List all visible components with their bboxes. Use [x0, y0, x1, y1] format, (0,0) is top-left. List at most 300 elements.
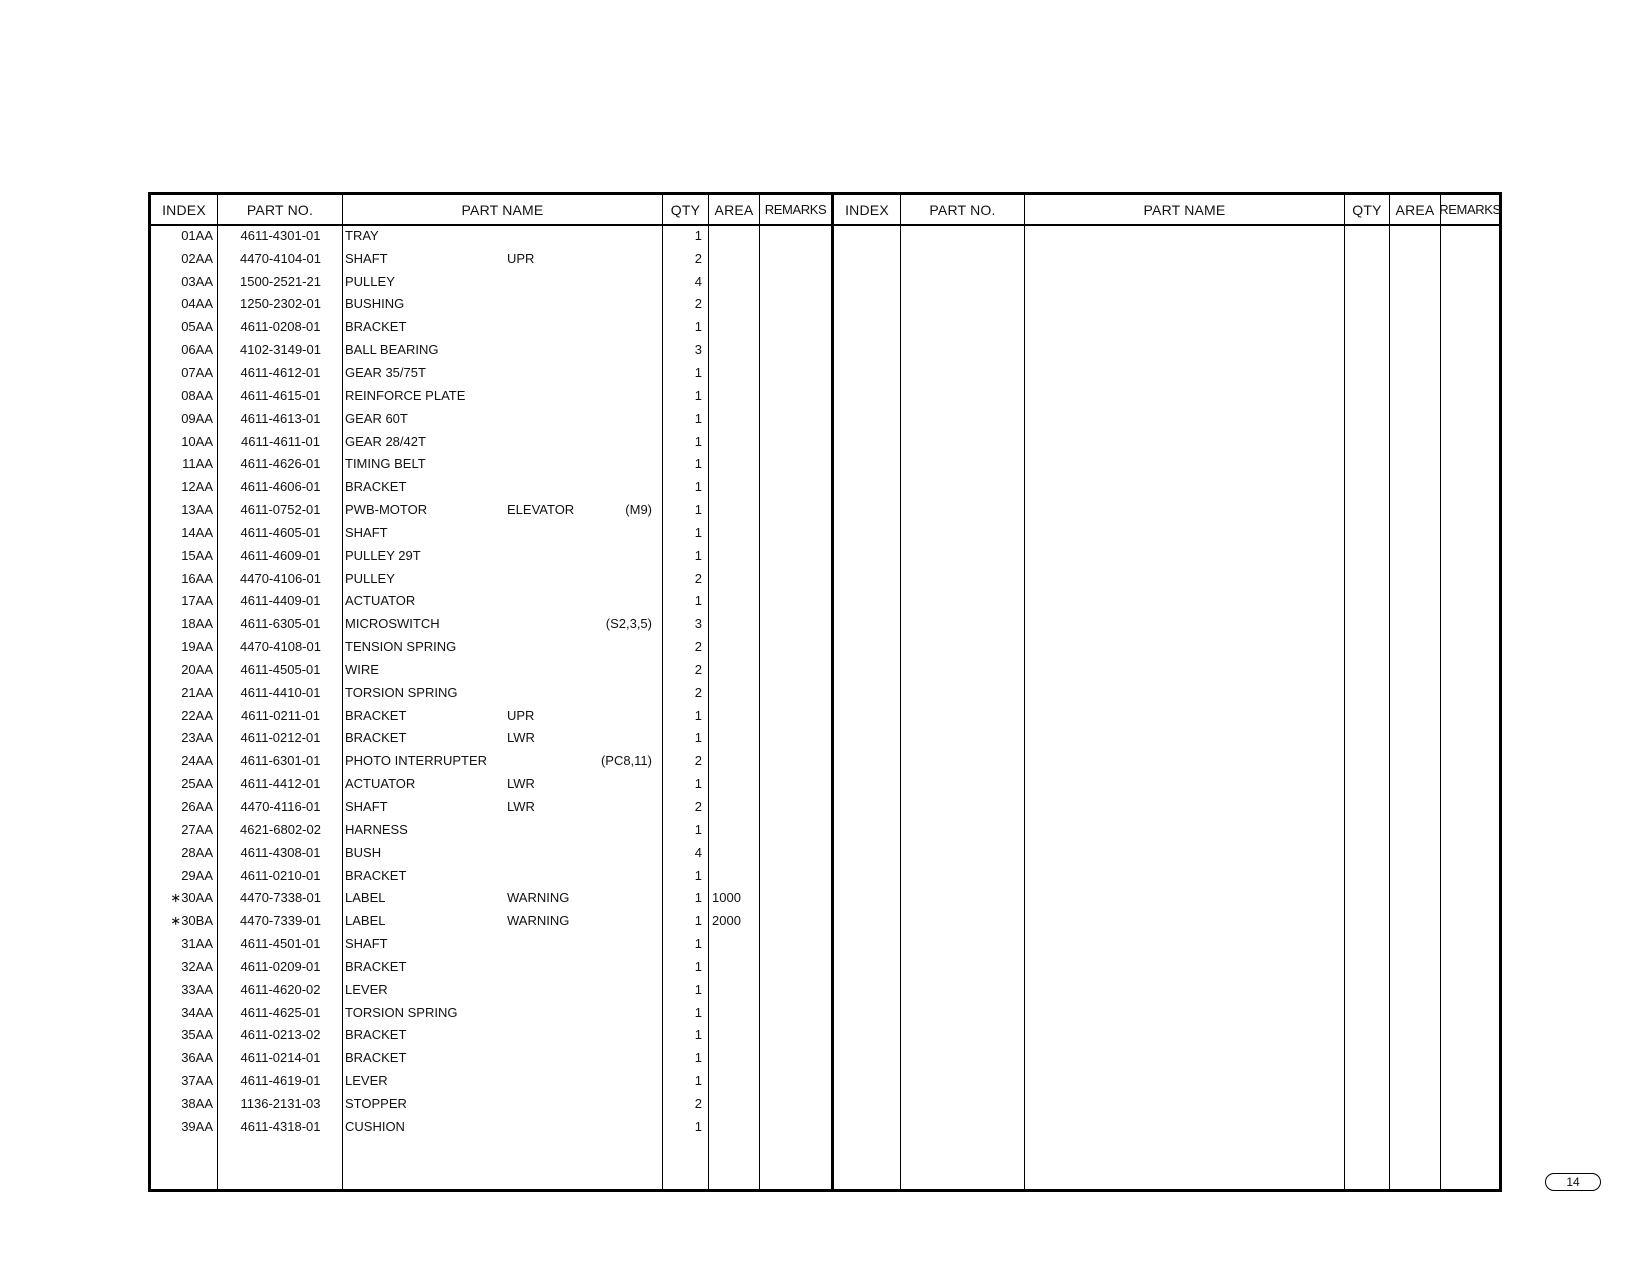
- part-number-cell: 1250-2302-01: [240, 296, 321, 312]
- part-note-cell: [551, 727, 652, 750]
- part-number-cell: 4611-4318-01: [240, 1118, 321, 1134]
- table-row: [151, 452, 1499, 475]
- table-row: [151, 749, 1499, 772]
- index-cell: 05AA: [181, 319, 213, 335]
- quantity-cell: 1: [694, 867, 702, 883]
- part-number-cell: 4611-4505-01: [240, 661, 321, 677]
- index-cell: 02AA: [181, 250, 213, 266]
- index-cell: 07AA: [181, 364, 213, 380]
- part-number-cell: 4611-0212-01: [240, 730, 321, 746]
- part-number-cell: 4611-4615-01: [240, 387, 321, 403]
- table-row: [151, 681, 1499, 704]
- part-note-cell: [551, 886, 652, 909]
- part-name-cell: ACTUATOR: [345, 593, 416, 609]
- part-name-cell: BRACKET: [345, 1050, 407, 1066]
- quantity-cell: 1: [694, 1118, 702, 1134]
- table-row: [151, 1046, 1499, 1069]
- part-number-cell: 4611-4410-01: [240, 684, 321, 700]
- table-row: [151, 955, 1499, 978]
- table-row: [151, 1024, 1499, 1047]
- part-number-cell: 4102-3149-01: [240, 342, 321, 358]
- index-cell: 38AA: [181, 1095, 213, 1111]
- quantity-cell: 2: [694, 250, 702, 266]
- header-part-name: PART NAME: [1143, 201, 1226, 218]
- table-row: [151, 1069, 1499, 1092]
- part-name-cell: BUSH: [345, 844, 382, 860]
- index-cell: 12AA: [181, 479, 213, 495]
- part-note-cell: [551, 818, 652, 841]
- part-number-cell: 4611-0752-01: [240, 502, 321, 518]
- table-row: [151, 361, 1499, 384]
- quantity-cell: 1: [694, 1004, 702, 1020]
- area-cell: [702, 475, 751, 498]
- index-cell: 08AA: [181, 387, 213, 403]
- quantity-cell: 1: [694, 821, 702, 837]
- quantity-cell: 2: [694, 684, 702, 700]
- part-name-cell: PULLEY: [345, 273, 395, 289]
- part-name-cell: TENSION SPRING: [345, 639, 457, 655]
- part-note-cell: [551, 841, 652, 864]
- part-note-cell: [551, 384, 652, 407]
- part-name-cell: SHAFT: [345, 524, 388, 540]
- part-name-cell: BRACKET: [345, 319, 407, 335]
- part-note-cell: [551, 224, 652, 247]
- part-note-cell: [551, 1046, 652, 1069]
- part-note-cell: [551, 955, 652, 978]
- table-row: [151, 270, 1499, 293]
- part-number-cell: 4470-4106-01: [240, 570, 321, 586]
- index-cell: 34AA: [181, 1004, 213, 1020]
- area-cell: [702, 407, 751, 430]
- table-row: [151, 658, 1499, 681]
- index-cell: 39AA: [181, 1118, 213, 1134]
- table-row: [151, 909, 1499, 932]
- header-index: INDEX: [845, 201, 889, 218]
- part-number-cell: 4611-4613-01: [240, 410, 321, 426]
- area-cell: [702, 612, 751, 635]
- area-cell: [702, 590, 751, 613]
- part-note-cell: [551, 590, 652, 613]
- index-cell: 20AA: [181, 661, 213, 677]
- index-cell: 11AA: [182, 456, 213, 472]
- quantity-cell: 1: [694, 1027, 702, 1043]
- quantity-cell: 1: [694, 776, 702, 792]
- part-name-cell: LABEL: [345, 890, 386, 906]
- quantity-cell: 1: [694, 456, 702, 472]
- index-cell: 32AA: [181, 958, 213, 974]
- quantity-cell: 1: [694, 707, 702, 723]
- area-cell: [702, 1092, 751, 1115]
- part-name-cell: BRACKET: [345, 707, 407, 723]
- area-cell: [702, 795, 751, 818]
- part-name-cell: TORSION SPRING: [345, 684, 458, 700]
- index-cell: 33AA: [181, 981, 213, 997]
- part-name-cell: PULLEY 29T: [345, 547, 421, 563]
- quantity-cell: 1: [694, 958, 702, 974]
- table-row: [151, 978, 1499, 1001]
- table-row: [151, 932, 1499, 955]
- part-name-cell: LEVER: [345, 981, 388, 997]
- table-row: [151, 475, 1499, 498]
- part-number-cell: 4611-4609-01: [240, 547, 321, 563]
- area-cell: [702, 224, 751, 247]
- part-number-cell: 4611-0209-01: [240, 958, 321, 974]
- index-cell: 10AA: [181, 433, 213, 449]
- area-cell: [702, 452, 751, 475]
- part-note-cell: [551, 407, 652, 430]
- part-description-cell: LWR: [507, 776, 535, 792]
- part-name-cell: GEAR 35/75T: [345, 364, 426, 380]
- part-number-cell: 4611-0208-01: [240, 319, 321, 335]
- header-qty: QTY: [1352, 201, 1382, 218]
- part-name-cell: BRACKET: [345, 867, 407, 883]
- part-note-cell: [551, 772, 652, 795]
- quantity-cell: 2: [694, 799, 702, 815]
- part-number-cell: 4611-0210-01: [240, 867, 321, 883]
- table-row: [151, 818, 1499, 841]
- part-name-cell: PHOTO INTERRUPTER: [345, 753, 488, 769]
- table-row: [151, 841, 1499, 864]
- table-row: [151, 1092, 1499, 1115]
- table-row: [151, 224, 1499, 247]
- area-cell: [702, 727, 751, 750]
- quantity-cell: 2: [694, 570, 702, 586]
- quantity-cell: 1: [694, 364, 702, 380]
- part-note-cell: (PC8,11): [600, 753, 652, 769]
- part-name-cell: LABEL: [345, 913, 386, 929]
- index-cell: 15AA: [181, 547, 213, 563]
- table-row: [151, 704, 1499, 727]
- area-cell: 2000: [712, 913, 741, 929]
- quantity-cell: 2: [694, 661, 702, 677]
- part-name-cell: BUSHING: [345, 296, 405, 312]
- part-name-cell: BRACKET: [345, 479, 407, 495]
- quantity-cell: 1: [694, 502, 702, 518]
- quantity-cell: 1: [694, 410, 702, 426]
- part-number-cell: 4470-4104-01: [240, 250, 321, 266]
- index-cell: 16AA: [181, 570, 213, 586]
- area-cell: [702, 635, 751, 658]
- part-name-cell: WIRE: [345, 661, 379, 677]
- area-cell: [702, 338, 751, 361]
- index-cell: 18AA: [181, 616, 213, 632]
- area-cell: [702, 818, 751, 841]
- area-cell: [702, 270, 751, 293]
- part-number-cell: 4621-6802-02: [240, 821, 321, 837]
- table-row: [151, 1001, 1499, 1024]
- part-name-cell: ACTUATOR: [345, 776, 416, 792]
- part-name-cell: LEVER: [345, 1073, 388, 1089]
- parts-list-table: [148, 192, 1502, 1192]
- index-cell: 03AA: [181, 273, 213, 289]
- index-cell: 23AA: [181, 730, 213, 746]
- part-number-cell: 4470-7339-01: [240, 913, 321, 929]
- part-name-cell: REINFORCE PLATE: [345, 387, 466, 403]
- quantity-cell: 1: [694, 913, 702, 929]
- index-cell: 31AA: [181, 936, 213, 952]
- part-number-cell: 1136-2131-03: [240, 1095, 321, 1111]
- index-cell: 01AA: [181, 227, 213, 243]
- part-name-cell: BRACKET: [345, 1027, 407, 1043]
- header-qty: QTY: [670, 201, 701, 218]
- part-name-cell: GEAR 28/42T: [345, 433, 426, 449]
- index-cell: 25AA: [181, 776, 213, 792]
- part-name-cell: MICROSWITCH: [345, 616, 440, 632]
- area-cell: [702, 864, 751, 887]
- part-note-cell: [551, 864, 652, 887]
- part-number-cell: 4611-0213-02: [240, 1027, 321, 1043]
- part-name-cell: GEAR 60T: [345, 410, 408, 426]
- part-note-cell: [551, 567, 652, 590]
- quantity-cell: 4: [694, 844, 702, 860]
- part-number-cell: 4470-7338-01: [240, 890, 321, 906]
- area-cell: [702, 293, 751, 316]
- area-cell: [702, 1069, 751, 1092]
- index-cell: 27AA: [181, 821, 213, 837]
- part-note-cell: [551, 1069, 652, 1092]
- part-note-cell: [551, 932, 652, 955]
- part-name-cell: SHAFT: [345, 936, 388, 952]
- index-cell: 26AA: [181, 799, 213, 815]
- part-number-cell: 4470-4108-01: [240, 639, 321, 655]
- part-name-cell: PWB-MOTOR: [345, 502, 428, 518]
- index-cell: 14AA: [181, 524, 213, 540]
- part-note-cell: [551, 978, 652, 1001]
- part-number-cell: 4470-4116-01: [240, 799, 321, 815]
- part-note-cell: [551, 247, 652, 270]
- header-remarks: REMARKS: [1439, 202, 1501, 217]
- table-row: [151, 795, 1499, 818]
- area-cell: [702, 932, 751, 955]
- part-number-cell: 4611-0211-01: [240, 707, 321, 723]
- area-cell: [702, 430, 751, 453]
- part-note-cell: (M9): [625, 502, 652, 518]
- part-name-cell: SHAFT: [345, 799, 388, 815]
- table-row: [151, 612, 1499, 635]
- table-row: [151, 864, 1499, 887]
- header-part-no: PART NO.: [246, 201, 314, 218]
- part-name-cell: PULLEY: [345, 570, 395, 586]
- table-row: [151, 384, 1499, 407]
- part-name-cell: STOPPER: [345, 1095, 407, 1111]
- quantity-cell: 1: [694, 433, 702, 449]
- quantity-cell: 1: [694, 319, 702, 335]
- index-cell: 37AA: [181, 1073, 213, 1089]
- area-cell: [702, 658, 751, 681]
- quantity-cell: 1: [694, 227, 702, 243]
- table-row: [151, 727, 1499, 750]
- quantity-cell: 1: [694, 387, 702, 403]
- area-cell: [702, 498, 751, 521]
- area-cell: [702, 247, 751, 270]
- quantity-cell: 1: [694, 547, 702, 563]
- part-number-cell: 4611-4626-01: [240, 456, 321, 472]
- table-row: [151, 315, 1499, 338]
- table-row: [151, 886, 1499, 909]
- part-number-cell: 4611-4619-01: [240, 1073, 321, 1089]
- part-number-cell: 4611-4612-01: [240, 364, 321, 380]
- part-number-cell: 4611-4412-01: [240, 776, 321, 792]
- part-description-cell: LWR: [507, 799, 535, 815]
- part-name-cell: TRAY: [345, 227, 379, 243]
- table-row: [151, 338, 1499, 361]
- area-cell: [702, 361, 751, 384]
- part-note-cell: [551, 475, 652, 498]
- part-note-cell: [551, 658, 652, 681]
- table-row: [151, 521, 1499, 544]
- part-note-cell: [551, 1115, 652, 1138]
- table-row: [151, 567, 1499, 590]
- part-note-cell: [551, 909, 652, 932]
- index-cell: 24AA: [181, 753, 213, 769]
- index-cell: 28AA: [181, 844, 213, 860]
- quantity-cell: 3: [694, 616, 702, 632]
- part-description-cell: UPR: [507, 250, 535, 266]
- quantity-cell: 1: [694, 981, 702, 997]
- part-note-cell: (S2,3,5): [605, 616, 652, 632]
- part-description-cell: WARNING: [507, 890, 570, 906]
- area-cell: [702, 567, 751, 590]
- index-cell: 13AA: [181, 502, 213, 518]
- table-row: [151, 544, 1499, 567]
- part-note-cell: [551, 270, 652, 293]
- table-row: [151, 772, 1499, 795]
- index-cell: 22AA: [181, 707, 213, 723]
- area-cell: [702, 1046, 751, 1069]
- index-cell: 21AA: [181, 684, 213, 700]
- area-cell: [702, 955, 751, 978]
- quantity-cell: 1: [694, 890, 702, 906]
- part-name-cell: TORSION SPRING: [345, 1004, 458, 1020]
- part-number-cell: 4611-0214-01: [240, 1050, 321, 1066]
- quantity-cell: 3: [694, 342, 702, 358]
- index-cell: 29AA: [181, 867, 213, 883]
- table-row: [151, 635, 1499, 658]
- part-number-cell: 4611-4606-01: [240, 479, 321, 495]
- part-number-cell: 4611-6305-01: [240, 616, 321, 632]
- area-cell: [702, 978, 751, 1001]
- index-cell: 36AA: [181, 1050, 213, 1066]
- index-cell: ∗30AA: [170, 889, 213, 905]
- header-part-no: PART NO.: [929, 201, 996, 218]
- area-cell: [702, 749, 751, 772]
- table-row: [151, 407, 1499, 430]
- table-row: [151, 293, 1499, 316]
- quantity-cell: 1: [694, 479, 702, 495]
- parts-rows: [151, 224, 1499, 1138]
- part-name-cell: BRACKET: [345, 958, 407, 974]
- quantity-cell: 1: [694, 730, 702, 746]
- index-cell: ∗30BA: [170, 912, 213, 928]
- area-cell: [702, 315, 751, 338]
- area-cell: [702, 681, 751, 704]
- header-remarks: REMARKS: [764, 202, 827, 217]
- header-part-name: PART NAME: [461, 201, 544, 218]
- area-cell: [702, 544, 751, 567]
- index-cell: 35AA: [181, 1027, 213, 1043]
- part-name-cell: BALL BEARING: [345, 342, 439, 358]
- part-number-cell: 4611-4409-01: [240, 593, 321, 609]
- quantity-cell: 1: [694, 1073, 702, 1089]
- part-note-cell: [551, 544, 652, 567]
- part-name-cell: BRACKET: [345, 730, 407, 746]
- part-number-cell: 4611-4301-01: [240, 227, 321, 243]
- table-row: [151, 430, 1499, 453]
- area-cell: [702, 841, 751, 864]
- part-note-cell: [551, 338, 652, 361]
- index-cell: 09AA: [181, 410, 213, 426]
- area-cell: [702, 1024, 751, 1047]
- part-description-cell: WARNING: [507, 913, 570, 929]
- index-cell: 19AA: [181, 639, 213, 655]
- quantity-cell: 2: [694, 639, 702, 655]
- part-note-cell: [551, 293, 652, 316]
- index-cell: 17AA: [181, 593, 213, 609]
- part-note-cell: [551, 430, 652, 453]
- part-number-cell: 4611-4605-01: [240, 524, 321, 540]
- part-note-cell: [551, 452, 652, 475]
- part-name-cell: SHAFT: [345, 250, 388, 266]
- area-cell: [702, 1001, 751, 1024]
- area-cell: [702, 704, 751, 727]
- quantity-cell: 2: [694, 753, 702, 769]
- part-name-cell: HARNESS: [345, 821, 408, 837]
- header-index: INDEX: [162, 201, 206, 218]
- part-number-cell: 4611-4620-02: [240, 981, 321, 997]
- part-note-cell: [551, 635, 652, 658]
- part-note-cell: [551, 361, 652, 384]
- quantity-cell: 2: [694, 1095, 702, 1111]
- part-note-cell: [551, 1024, 652, 1047]
- quantity-cell: 2: [694, 296, 702, 312]
- part-note-cell: [551, 704, 652, 727]
- part-number-cell: 4611-4501-01: [240, 936, 321, 952]
- part-number-cell: 4611-4308-01: [240, 844, 321, 860]
- part-note-cell: [551, 315, 652, 338]
- header-area: AREA: [1395, 201, 1435, 218]
- part-note-cell: [551, 795, 652, 818]
- part-note-cell: [551, 521, 652, 544]
- area-cell: 1000: [712, 890, 741, 906]
- part-number-cell: 4611-4611-01: [240, 433, 321, 449]
- index-cell: 06AA: [181, 342, 213, 358]
- quantity-cell: 1: [694, 593, 702, 609]
- part-description-cell: UPR: [507, 707, 535, 723]
- part-description-cell: ELEVATOR: [507, 502, 575, 518]
- table-row: [151, 1115, 1499, 1138]
- part-description-cell: LWR: [507, 730, 535, 746]
- quantity-cell: 1: [694, 1050, 702, 1066]
- part-note-cell: [551, 681, 652, 704]
- part-note-cell: [551, 1092, 652, 1115]
- page-number: 14: [1545, 1173, 1601, 1191]
- table-row: [151, 247, 1499, 270]
- part-number-cell: 1500-2521-21: [240, 273, 321, 289]
- part-number-cell: 4611-4625-01: [240, 1004, 321, 1020]
- area-cell: [702, 1115, 751, 1138]
- header-area: AREA: [714, 201, 754, 218]
- area-cell: [702, 772, 751, 795]
- quantity-cell: 4: [694, 273, 702, 289]
- part-name-cell: TIMING BELT: [345, 456, 426, 472]
- part-name-cell: CUSHION: [345, 1118, 405, 1134]
- part-number-cell: 4611-6301-01: [240, 753, 321, 769]
- index-cell: 04AA: [181, 296, 213, 312]
- quantity-cell: 1: [694, 936, 702, 952]
- quantity-cell: 1: [694, 524, 702, 540]
- area-cell: [702, 521, 751, 544]
- table-row: [151, 590, 1499, 613]
